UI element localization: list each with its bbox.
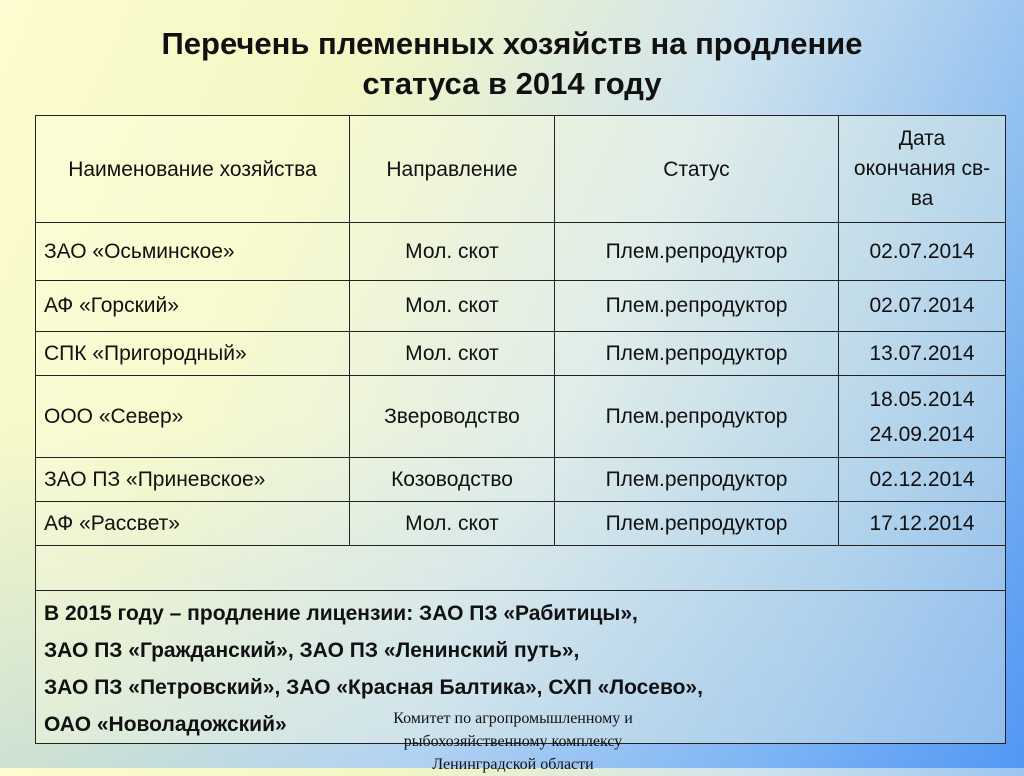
cell-date: 02.07.2014 xyxy=(839,223,1006,281)
cell-direction: Мол. скот xyxy=(350,223,555,281)
cell-name: ООО «Север» xyxy=(36,376,350,458)
cell-status: Плем.репродуктор xyxy=(555,376,839,458)
cell-status: Плем.репродуктор xyxy=(555,281,839,332)
title-line-1: Перечень племенных хозяйств на продление xyxy=(161,26,863,61)
header-direction: Направление xyxy=(350,116,555,223)
header-date: Дата окончания св-ва xyxy=(839,116,1006,223)
cell-name: ЗАО «Осьминское» xyxy=(36,223,350,281)
table-row xyxy=(36,458,1006,502)
note-line: ЗАО ПЗ «Гражданский», ЗАО ПЗ «Ленинский путь», xyxy=(44,639,580,662)
cell-date-first: 18.05.2014 xyxy=(869,387,975,411)
cell-name: СПК «Пригородный» xyxy=(36,332,350,376)
table-empty-row xyxy=(36,546,1006,591)
cell-direction: Мол. скот xyxy=(350,332,555,376)
note-line: В 2015 году – продление лицензии: ЗАО ПЗ «Рабитицы», xyxy=(44,602,638,625)
cell-direction: Звероводство xyxy=(350,376,555,458)
footer-line-3: Ленинградской области xyxy=(432,756,594,773)
cell-direction: Мол. скот xyxy=(350,502,555,546)
cell-date: 13.07.2014 xyxy=(839,332,1006,376)
cell-name: АФ «Рассвет» xyxy=(36,502,350,546)
cell-name: АФ «Горский» xyxy=(36,281,350,332)
farms-table xyxy=(35,115,1006,744)
cell-date xyxy=(839,376,1006,458)
cell-name: ЗАО ПЗ «Приневское» xyxy=(36,458,350,502)
title-line-2: статуса в 2014 году xyxy=(362,66,662,101)
cell-status: Плем.репродуктор xyxy=(555,458,839,502)
cell-date-second: 24.09.2014 xyxy=(869,422,975,446)
table-row xyxy=(36,281,1006,332)
cell-status: Плем.репродуктор xyxy=(555,223,839,281)
page-title xyxy=(0,24,1024,104)
note-line: ОАО «Новоладожский» xyxy=(44,713,287,736)
cell-status: Плем.репродуктор xyxy=(555,502,839,546)
cell-date: 17.12.2014 xyxy=(839,502,1006,546)
footer-line-1: Комитет по агропромышленному и xyxy=(393,710,633,727)
table-row xyxy=(36,376,1006,458)
cell-date: 02.12.2014 xyxy=(839,458,1006,502)
table-row xyxy=(36,223,1006,281)
note-line: ЗАО ПЗ «Петровский», ЗАО «Красная Балтика», СХП «Лосево», xyxy=(44,676,703,699)
empty-cell xyxy=(36,546,1006,591)
cell-date: 02.07.2014 xyxy=(839,281,1006,332)
footer-caption xyxy=(330,707,696,776)
table-row xyxy=(36,502,1006,546)
header-name: Наименование хозяйства xyxy=(36,116,350,223)
table-row xyxy=(36,332,1006,376)
cell-status: Плем.репродуктор xyxy=(555,332,839,376)
cell-direction: Козоводство xyxy=(350,458,555,502)
footer-line-2: рыбохозяйственному комплексу xyxy=(403,733,623,750)
cell-direction: Мол. скот xyxy=(350,281,555,332)
table-header-row xyxy=(36,116,1006,223)
header-status: Статус xyxy=(555,116,839,223)
